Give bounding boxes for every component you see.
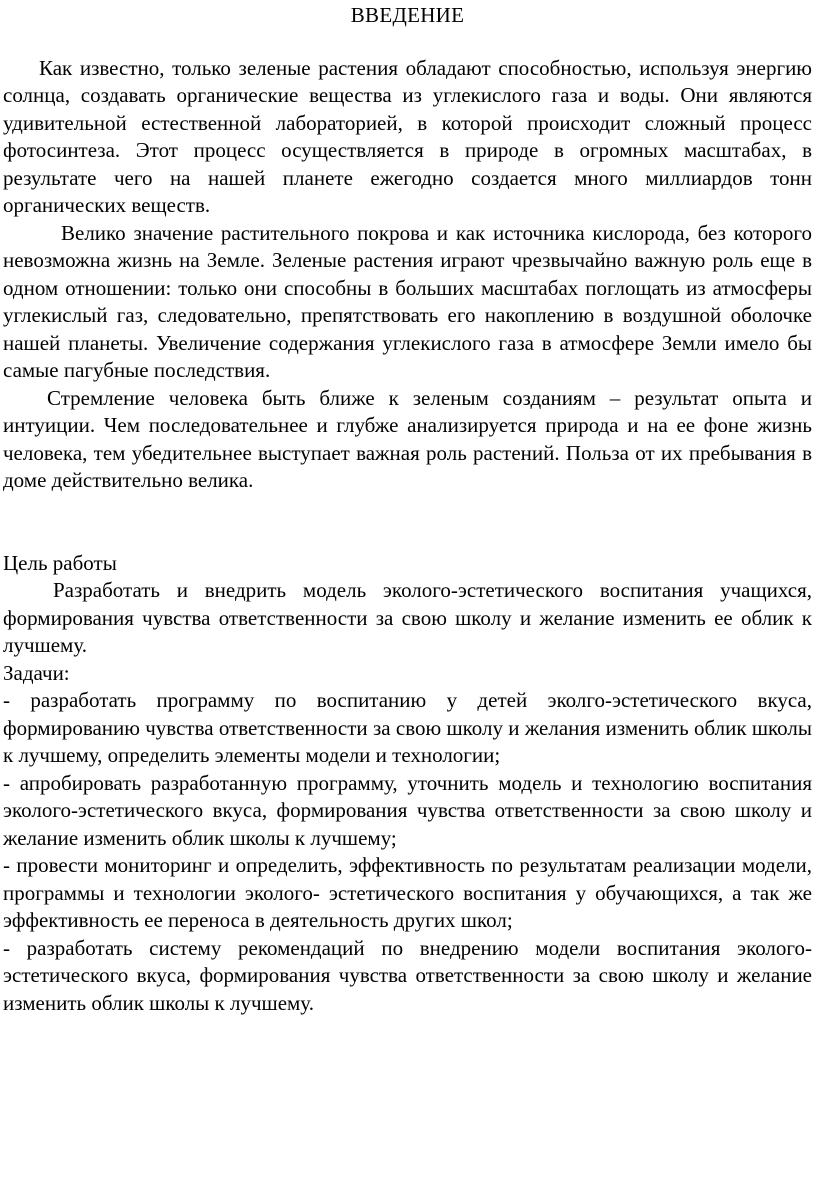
intro-paragraph-2: Велико значение растительного покрова и как источника кислорода, без которого невозможна жизнь на Земле. Зеленые растения играют чрезвычайно важную роль еще в одном отношении: только они способны в больших масштабах поглощать из атмосферы углекислый газ, следовательно, препятствовать его накоплению в воздушной оболочке нашей планеты. Увеличение содержания углекислого газа в атмосфере Земли имело бы самые пагубные последствия. (3, 220, 812, 382)
task-item-1: - разработать программу по воспитанию у детей эколго-эстетического вкуса, формированию чувства ответственности за свою школу и желания изменить облик школы к лучшему, определить элементы модели и технологии; (3, 688, 812, 767)
goal-text: Разработать и внедрить модель эколого-эстетического воспитания учащихся, формирования чувства ответственности за свою школу и желание изменить ее облик к лучшему. (3, 578, 812, 657)
task-item-2: - апробировать разработанную программу, уточнить модель и технологию воспитания эколого-эстетического вкуса, формирования чувства ответственности за свою школу и желание изменить облик школы к лучшему; (3, 770, 812, 850)
page-title: ВВЕДЕНИЕ (350, 3, 465, 27)
section-spacer (3, 495, 812, 550)
tasks-heading: Задачи: (3, 660, 70, 685)
goal-heading: Цель работы (3, 550, 117, 575)
task-item-3: - провести мониторинг и определить, эффективность по результатам реализации модели, программы и технологии эколого- эстетического воспитания у обучающихся, а так же эффективность ее переноса в деятельность других школ; (3, 853, 812, 932)
intro-paragraph-1: Как известно, только зеленые растения обладают способностью, используя энергию солнца, создавать органические вещества из углекислого газа и воды. Они являются удивительной естественной лабораторией, в которой происходит сложный процесс фотосинтеза. Этот процесс осуществляется в природе в огромных масштабах, в результате чего на нашей планете ежегодно создается много миллиардов тонн органических веществ. (3, 55, 812, 217)
task-item-4: - разработать систему рекомендаций по внедрению модели воспитания эколого-эстетического вкуса, формирования чувства ответственности за свою школу и желание изменить облик школы к лучшему. (3, 935, 812, 1015)
intro-paragraph-3: Стремление человека быть ближе к зеленым созданиям – результат опыта и интуиции. Чем последовательнее и глубже анализируется природа и на ее фоне жизнь человека, тем убедительнее выступает важная роль растений. Польза от их пребывания в доме действительно велика. (3, 385, 812, 492)
